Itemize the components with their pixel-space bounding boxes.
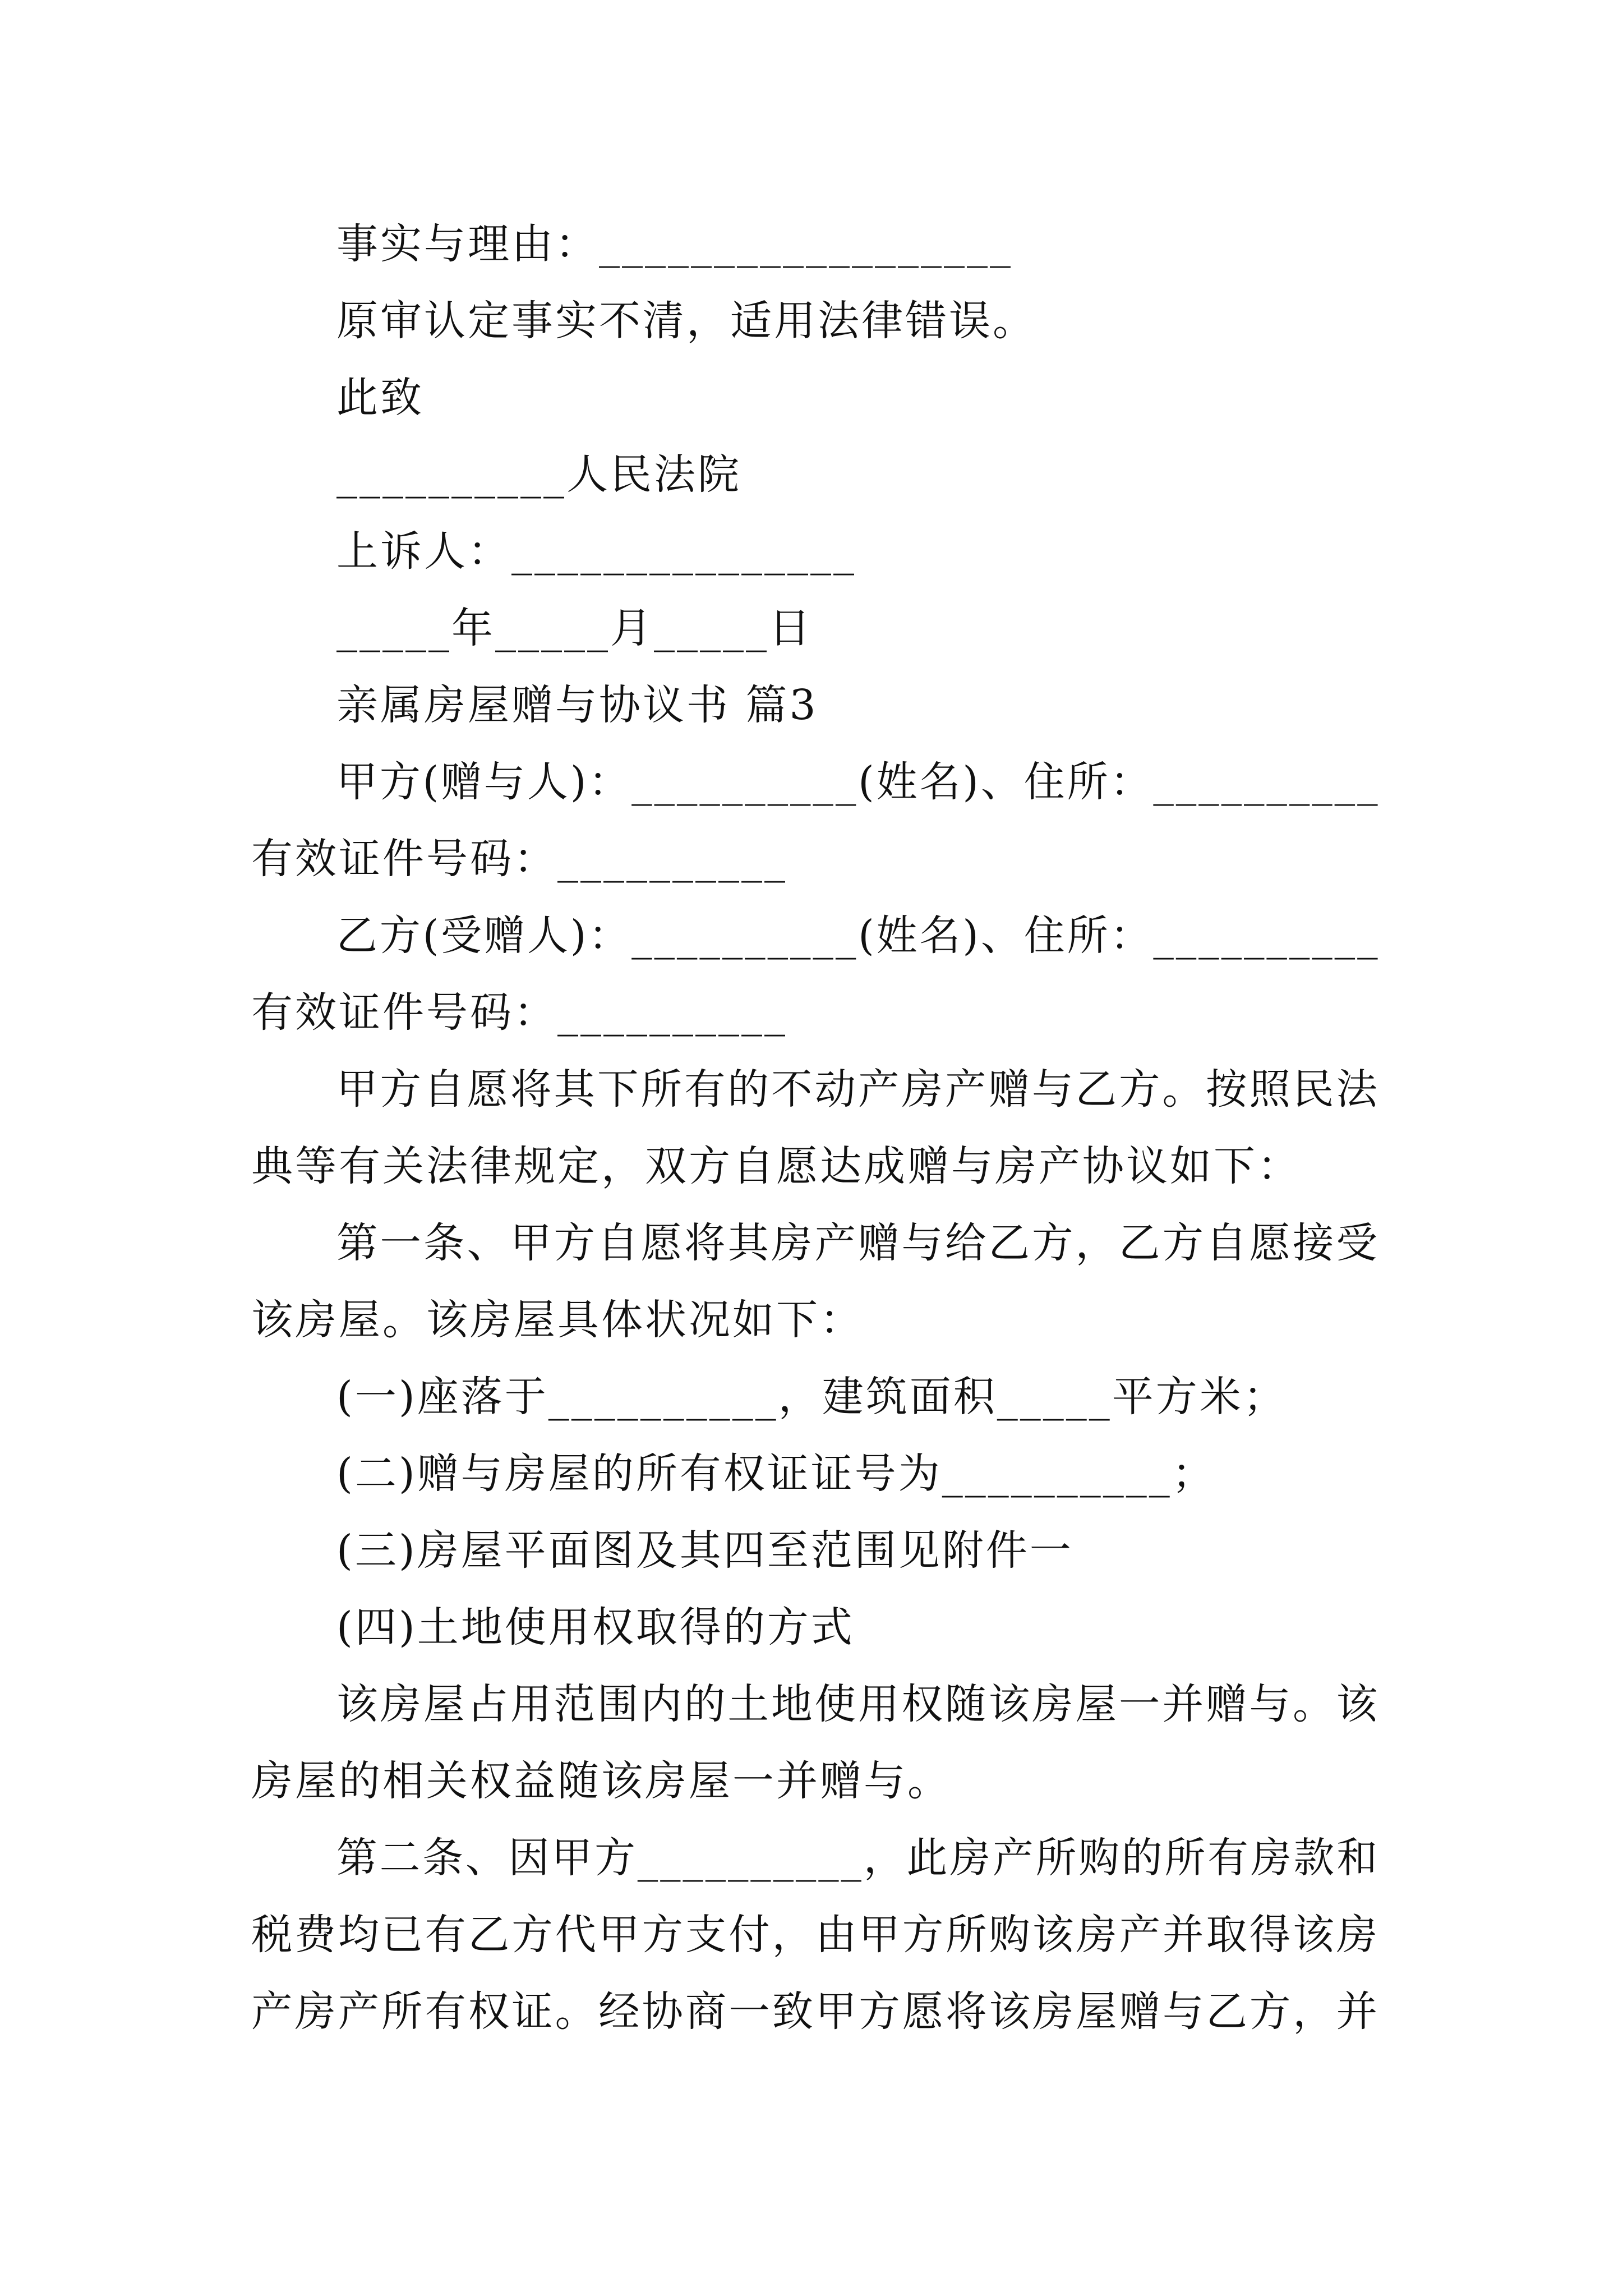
land-use-line-2: 房屋的相关权益随该房屋一并赠与。 xyxy=(251,1757,951,1805)
land-use-line-1: 该房屋占用范围内的土地使用权随该房屋一并赠与。该 xyxy=(336,1680,1380,1728)
article-1-line-2: 该房屋。该房屋具体状况如下： xyxy=(251,1296,864,1344)
article-2-line-3: 产房产所有权证。经协商一致甲方愿将该房屋赠与乙方，并 xyxy=(251,1987,1380,2036)
item-2-line: (二)赠与房屋的所有权证证号为__________； xyxy=(336,1450,1216,1498)
facts-reasons-line: 事实与理由：__________________ xyxy=(336,220,1013,268)
item-1-line: (一)座落于__________，建筑面积_____平方米； xyxy=(336,1373,1287,1421)
party-b-id-line: 有效证件号码：__________ xyxy=(251,988,787,1037)
appellant-line: 上诉人：_______________ xyxy=(336,527,856,576)
party-a-id-line: 有效证件号码：__________ xyxy=(251,835,787,883)
item-4-line: (四)土地使用权取得的方式 xyxy=(336,1603,855,1651)
preamble-line-1: 甲方自愿将其下所有的不动产房产赠与乙方。按照民法 xyxy=(336,1065,1380,1114)
date-line: _____年_____月_____日 xyxy=(336,604,813,652)
court-line: __________人民法院 xyxy=(336,450,741,499)
party-a-line: 甲方(赠与人)：__________(姓名)、住所：__________ xyxy=(336,758,1380,806)
salutation-line: 此致 xyxy=(336,374,424,422)
party-b-line: 乙方(受赠人)：__________(姓名)、住所：__________ xyxy=(336,912,1380,960)
article-2-line-1: 第二条、因甲方__________，此房产所购的所有房款和 xyxy=(336,1834,1380,1882)
article-2-line-2: 税费均已有乙方代甲方支付，由甲方所购该房产并取得该房 xyxy=(251,1911,1380,1959)
item-3-line: (三)房屋平面图及其四至范围见附件一 xyxy=(336,1526,1073,1575)
original-judgment-line: 原审认定事实不清，适用法律错误。 xyxy=(336,297,1036,345)
section-title: 亲属房屋赠与协议书 篇3 xyxy=(336,681,818,729)
article-1-line-1: 第一条、甲方自愿将其房产赠与给乙方，乙方自愿接受 xyxy=(336,1219,1380,1267)
preamble-line-2: 典等有关法律规定，双方自愿达成赠与房产协议如下： xyxy=(251,1142,1301,1190)
